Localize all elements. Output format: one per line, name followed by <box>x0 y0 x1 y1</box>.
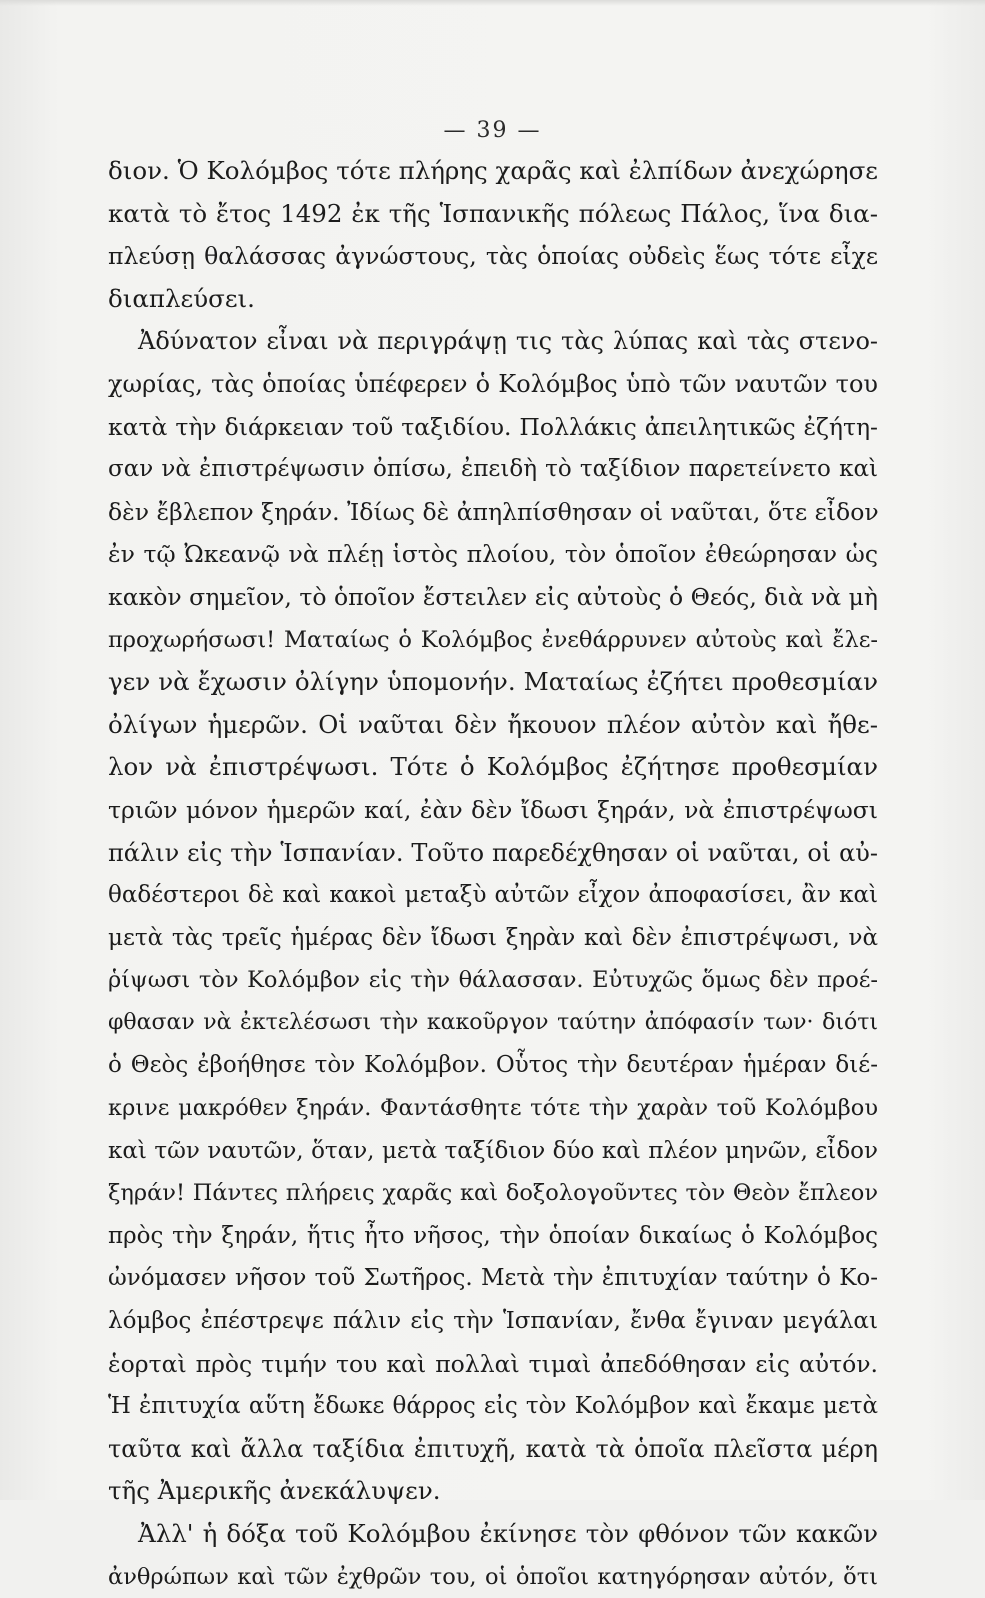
text-line: πλεύσῃ θαλάσσας ἀγνώστους, τὰς ὁποίας οὐδεὶς ἕως τότε εἶχε <box>108 242 878 271</box>
text-line: τῆς Ἀμερικῆς ἀνεκάλυψεν. <box>108 1476 441 1506</box>
text-line: πρὸς τὴν ξηράν, ἥτις ἦτο νῆσος, τὴν ὁποίαν δικαίως ὁ Κολόμβος <box>108 1222 878 1249</box>
text-line: ὀλίγων ἡμερῶν. Οἱ ναῦται δὲν ἤκουον πλέον αὐτὸν καὶ ἤθε- <box>108 709 878 739</box>
body-text <box>108 150 878 1598</box>
text-line: φθασαν νὰ ἐκτελέσωσι τὴν κακοῦργον ταύτην ἀπόφασίν των· διότι <box>108 1009 878 1035</box>
text-line: ὠνόμασεν νῆσον τοῦ Σωτῆρος. Μετὰ τὴν ἐπιτυχίαν ταύτην ὁ Κο- <box>108 1265 878 1292</box>
text-line: ὁ Θεὸς ἐβοήθησε τὸν Κολόμβον. Οὗτος τὴν δευτέραν ἡμέραν διέ- <box>108 1052 878 1079</box>
text-line: γεν νὰ ἔχωσιν ὀλίγην ὑπομονήν. Ματαίως ἐζήτει προθεσμίαν <box>108 667 878 697</box>
text-line: τριῶν μόνον ἡμερῶν καί, ἐὰν δὲν ἴδωσι ξηράν, νὰ ἐπιστρέψωσι <box>108 795 878 824</box>
text-line: κακὸν σημεῖον, τὸ ὁποῖον ἔστειλεν εἰς αὐτοὺς ὁ Θεός, διὰ νὰ μὴ <box>108 582 878 611</box>
text-line: διαπλεύσει. <box>108 283 255 313</box>
text-line: λον νὰ ἐπιστρέψωσι. Τότε ὁ Κολόμβος ἐζήτησε προθεσμίαν <box>108 752 878 782</box>
text-line: λόμβος ἐπέστρεψε πάλιν εἰς τὴν Ἱσπανίαν, ἔνθα ἔγιναν μεγάλαι <box>108 1308 878 1335</box>
text-line: δὲν ἔβλεπον ξηράν. Ἰδίως δὲ ἀπηλπίσθησαν οἱ ναῦται, ὅτε εἶδον <box>108 497 879 526</box>
text-line: ξηράν! Πάντες πλήρεις χαρᾶς καὶ δοξολογοῦντες τὸν Θεὸν ἔπλεον <box>108 1180 878 1207</box>
text-line: ῥίψωσι τὸν Κολόμβον εἰς τὴν θάλασσαν. Εὐτυχῶς ὅμως δὲν προέ- <box>108 967 878 994</box>
text-line: κρινε μακρόθεν ξηράν. Φαντάσθητε τότε τὴν χαρὰν τοῦ Κολόμβου <box>108 1095 878 1122</box>
text-line: μετὰ τὰς τρεῖς ἡμέρας δὲν ἴδωσι ξηρὰν καὶ δὲν ἐπιστρέψωσι, νὰ <box>108 924 878 951</box>
text-line: Ἡ ἐπιτυχία αὕτη ἔδωκε θάρρος εἰς τὸν Κολόμβον καὶ ἔκαμε μετὰ <box>108 1393 878 1420</box>
text-line: ἐν τῷ Ὠκεανῷ νὰ πλέῃ ἱστὸς πλοίου, τὸν ὁποῖον ἐθεώρησαν ὡς <box>108 540 878 569</box>
text-line: κατὰ τὸ ἔτος 1492 ἐκ τῆς Ἱσπανικῆς πόλεως Πάλος, ἵνα δια- <box>108 198 878 228</box>
text-line: προχωρήσωσι! Ματαίως ὁ Κολόμβος ἐνεθάρρυνεν αὐτοὺς καὶ ἔλε- <box>108 626 878 653</box>
text-line: ἀνθρώπων καὶ τῶν ἐχθρῶν του, οἱ ὁποῖοι κατηγόρησαν αὐτόν, ὅτι <box>108 1563 878 1590</box>
text-line: διον. Ὁ Κολόμβος τότε πλήρης χαρᾶς καὶ ἐλπίδων ἀνεχώρησε <box>108 156 878 185</box>
page-edge-shadow <box>0 0 985 6</box>
text-line: χωρίας, τὰς ὁποίας ὑπέφερεν ὁ Κολόμβος ὑπὸ τῶν ναυτῶν του <box>108 369 878 398</box>
text-line: θαδέστεροι δὲ καὶ κακοὶ μεταξὺ αὐτῶν εἶχον ἀποφασίσει, ἂν καὶ <box>108 882 878 909</box>
text-line: σαν νὰ ἐπιστρέψωσιν ὀπίσω, ἐπειδὴ τὸ ταξίδιον παρετείνετο καὶ <box>108 456 878 483</box>
text-line: ταῦτα καὶ ἄλλα ταξίδια ἐπιτυχῆ, κατὰ τὰ ὁποῖα πλεῖστα μέρη <box>108 1434 878 1463</box>
text-line: πάλιν εἰς τὴν Ἱσπανίαν. Τοῦτο παρεδέχθησαν οἱ ναῦται, οἱ αὐ- <box>108 838 878 867</box>
text-line: κατὰ τὴν διάρκειαν τοῦ ταξιδίου. Πολλάκις ἀπειλητικῶς ἐζήτη- <box>108 412 878 441</box>
text-line: ἑορταὶ πρὸς τιμήν του καὶ πολλαὶ τιμαὶ ἀπεδόθησαν εἰς αὐτόν. <box>108 1349 878 1378</box>
paragraph-start-line: Ἀλλ' ἡ δόξα τοῦ Κολόμβου ἐκίνησε τὸν φθόνον τῶν κακῶν <box>138 1519 878 1548</box>
text-line: καὶ τῶν ναυτῶν, ὅταν, μετὰ ταξίδιον δύο καὶ πλέον μηνῶν, εἶδον <box>108 1137 878 1164</box>
page-number: — 39 — <box>443 118 542 143</box>
paragraph-start-line: Ἀδύνατον εἶναι νὰ περιγράψῃ τις τὰς λύπας καὶ τὰς στενο- <box>138 327 878 356</box>
